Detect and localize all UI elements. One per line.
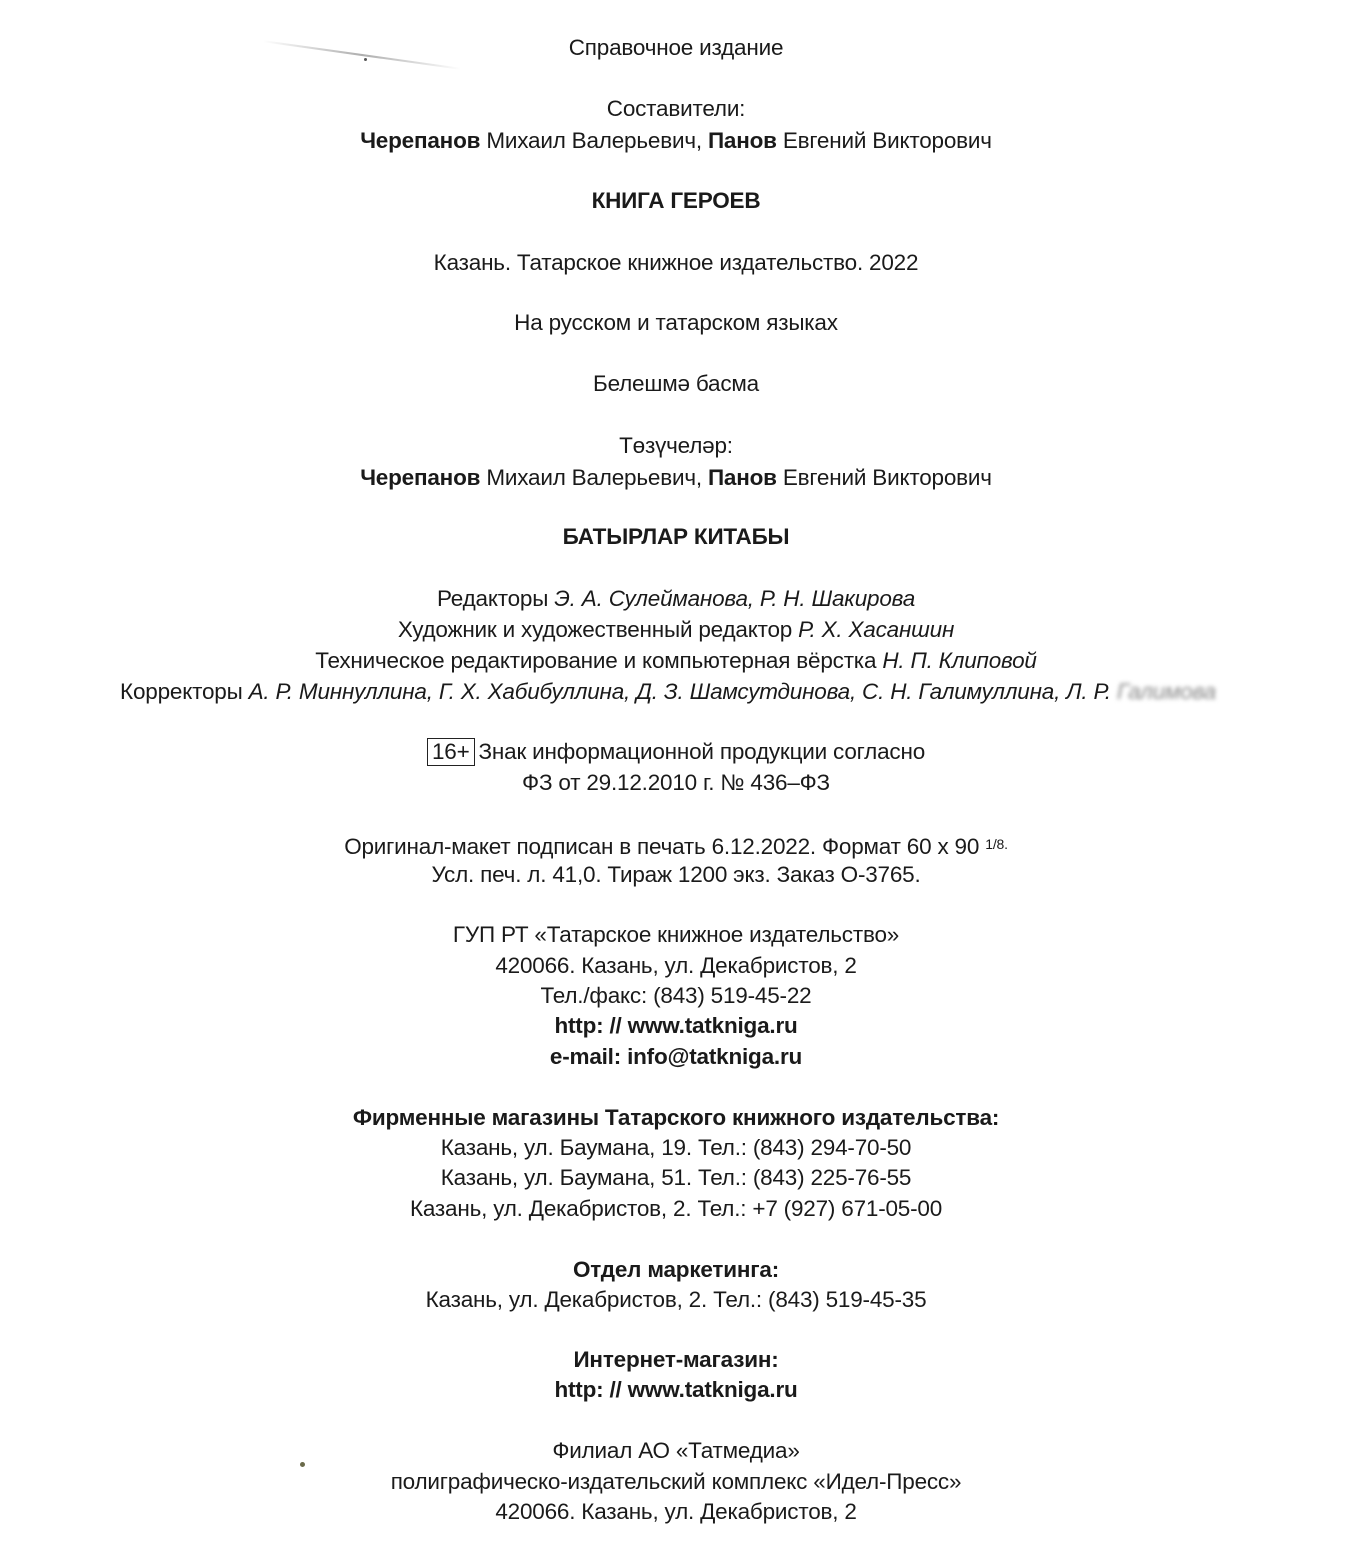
- publisher-email[interactable]: e-mail: info@tatkniga.ru: [549, 1044, 803, 1069]
- tech-label: Техническое редактирование и компьютерная вёрстка: [315, 648, 883, 673]
- editors-label: Редакторы: [436, 586, 555, 611]
- proofreader-blurred-name: Галимова: [1116, 679, 1216, 704]
- print-signed-format: Оригинал-макет подписан в печать 6.12.2022. Формат 60 х 90: [344, 834, 986, 859]
- tech-name: Н. П. Клиповой: [882, 648, 1037, 673]
- printer-line3: 420066. Казань, ул. Декабристов, 2: [495, 1499, 857, 1524]
- proofreaders-names: А. Р. Миннуллина, Г. Х. Хабибуллина, Д. З. Шамсутдинова, С. Н. Галимуллина, Л. Р.: [248, 679, 1117, 704]
- author2-given: Евгений Викторович: [776, 465, 992, 490]
- online-store-url[interactable]: http: // www.tatkniga.ru: [554, 1377, 798, 1402]
- artist-name: Р. Х. Хасаншин: [798, 617, 955, 642]
- online-store-heading: Интернет-магазин:: [573, 1347, 779, 1372]
- print-info-line2: Усл. печ. л. 41,0. Тираж 1200 экз. Заказ О-3765.: [431, 862, 921, 887]
- age-rating-badge: 16+: [427, 738, 475, 766]
- author1-given: Михаил Валерьевич,: [480, 465, 708, 490]
- author1-given: Михаил Валерьевич,: [480, 128, 708, 153]
- printer-line1: Филиал АО «Татмедиа»: [552, 1438, 800, 1463]
- proofreaders-line: [0, 677, 1344, 707]
- title-tt: БАТЫРЛАР КИТАБЫ: [562, 524, 790, 549]
- author2-given: Евгений Викторович: [776, 128, 992, 153]
- age-rating-line1: [0, 737, 1352, 767]
- stores-heading: Фирменные магазины Татарского книжного издательства:: [352, 1105, 1000, 1130]
- compilers-label-tt: Төзүчеләр:: [619, 433, 733, 458]
- imprint: Казань. Татарское книжное издательство. 2022: [433, 250, 919, 275]
- author2-surname: Панов: [707, 465, 777, 490]
- author1-surname: Черепанов: [360, 465, 481, 490]
- age-rating-line2: ФЗ от 29.12.2010 г. № 436–ФЗ: [522, 770, 830, 795]
- store-item: Казань, ул. Баумана, 51. Тел.: (843) 225-76-55: [440, 1165, 912, 1190]
- authors-ru: [0, 126, 1352, 156]
- publisher-website[interactable]: http: // www.tatkniga.ru: [554, 1013, 798, 1038]
- authors-tt: [0, 463, 1352, 493]
- editors-line: [0, 584, 1352, 614]
- title-ru: КНИГА ГЕРОЕВ: [591, 188, 761, 213]
- author1-surname: Черепанов: [360, 128, 481, 153]
- format-fraction: 1/8.: [985, 836, 1008, 852]
- publisher-name: ГУП РТ «Татарское книжное издательство»: [452, 922, 900, 947]
- tech-line: [0, 646, 1352, 676]
- artist-line: [0, 615, 1352, 645]
- languages: На русском и татарском языках: [514, 310, 838, 335]
- age-rating-text: Знак информационной продукции согласно: [478, 739, 926, 764]
- compilers-label-ru: Составители:: [606, 96, 746, 121]
- store-item: Казань, ул. Декабристов, 2. Тел.: +7 (927) 671-05-00: [409, 1196, 943, 1221]
- marketing-contact: Казань, ул. Декабристов, 2. Тел.: (843) 519-45-35: [425, 1287, 927, 1312]
- print-info-line1: [0, 829, 1352, 862]
- printer-line2: полиграфическо-издательский комплекс «Идел-Пресс»: [390, 1469, 962, 1494]
- edition-type: Справочное издание: [568, 35, 784, 60]
- publisher-phone: Тел./факс: (843) 519-45-22: [540, 983, 812, 1008]
- store-item: Казань, ул. Баумана, 19. Тел.: (843) 294-70-50: [440, 1135, 912, 1160]
- marketing-heading: Отдел маркетинга:: [572, 1257, 780, 1282]
- edition-type-tt: Белешмә басма: [593, 371, 759, 396]
- artist-label: Художник и художественный редактор: [397, 617, 799, 642]
- editors-names: Э. А. Сулейманова, Р. Н. Шакирова: [554, 586, 916, 611]
- publisher-address: 420066. Казань, ул. Декабристов, 2: [495, 953, 857, 978]
- proofreaders-label: Корректоры: [120, 679, 249, 704]
- author2-surname: Панов: [707, 128, 777, 153]
